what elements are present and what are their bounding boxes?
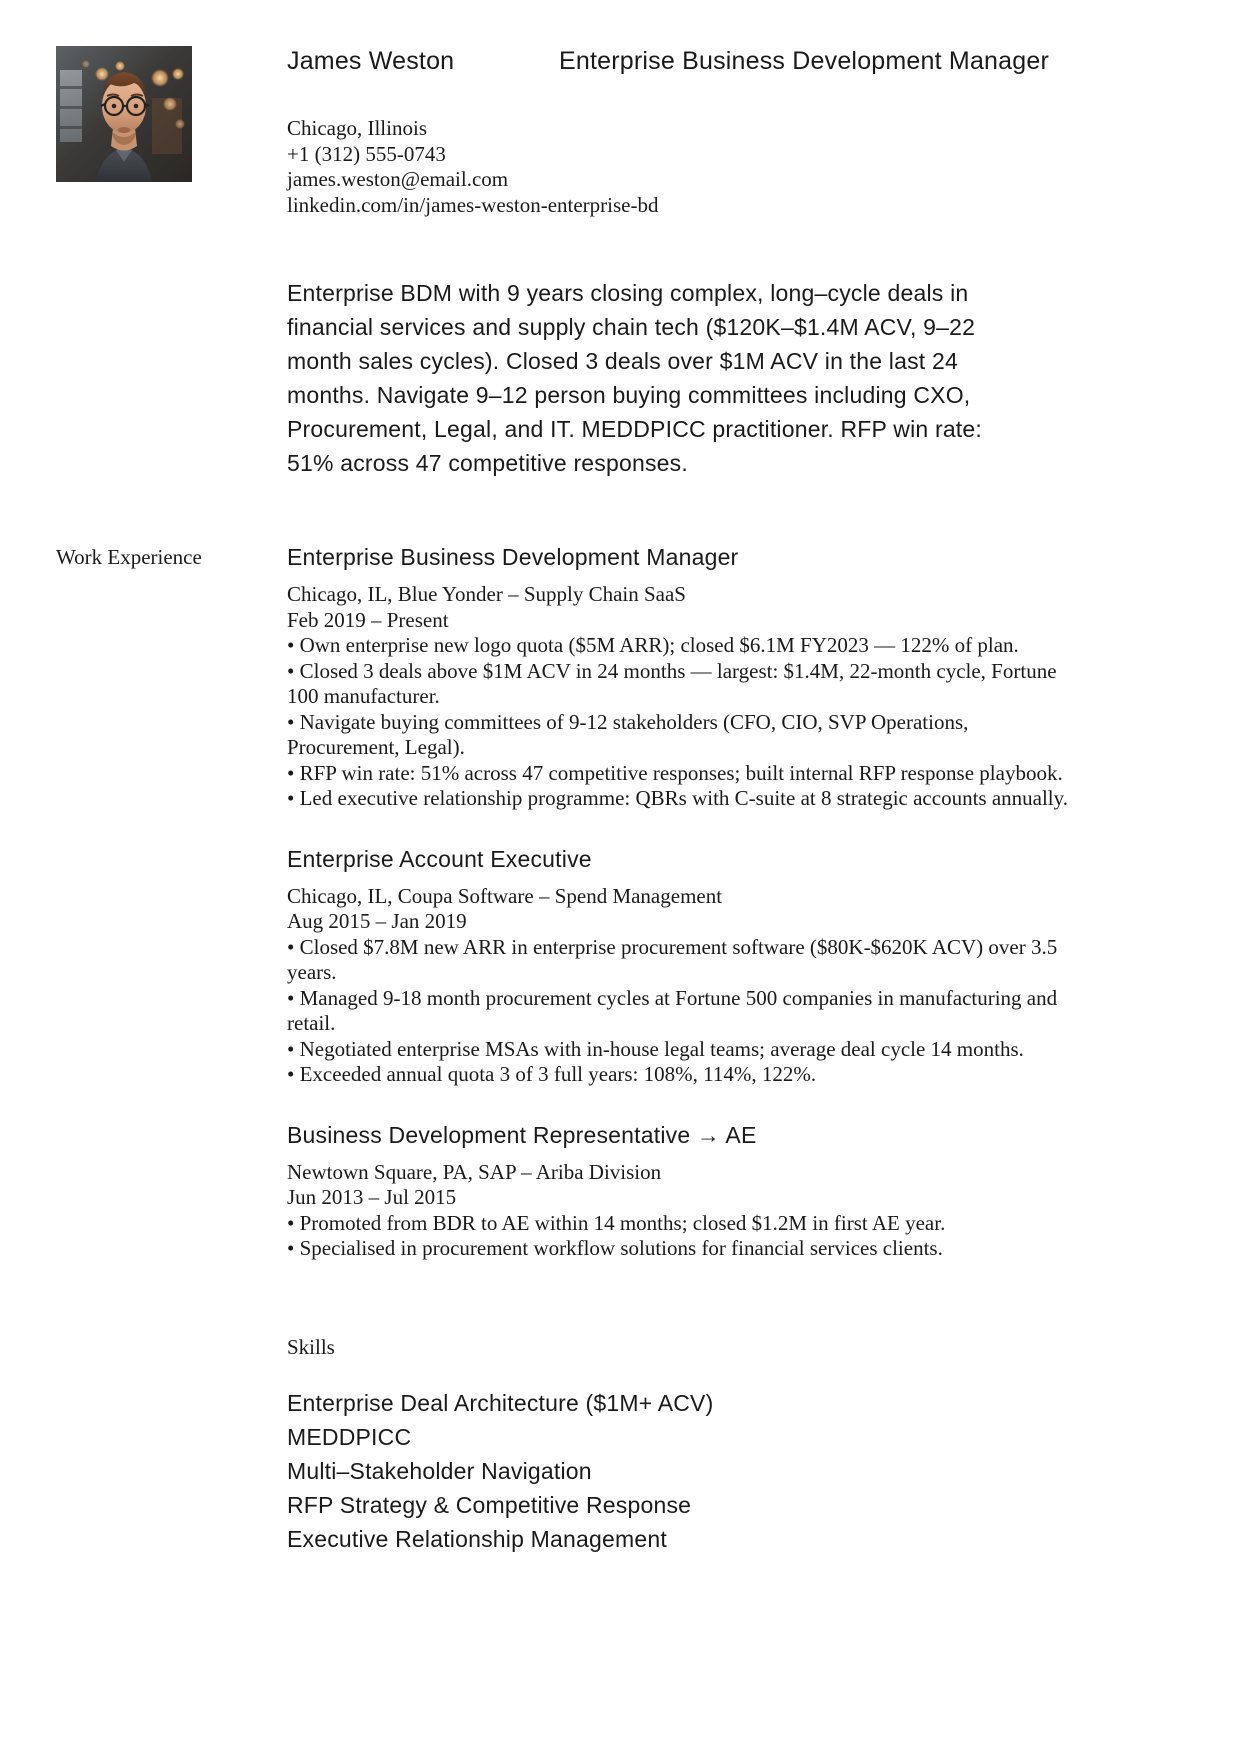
contact-block	[287, 116, 1071, 218]
work-experience-list	[287, 542, 1241, 1262]
contact-location: Chicago, Illinois	[287, 116, 427, 140]
job-bullet: • Negotiated enterprise MSAs with in-house legal teams; average deal cycle 14 months.	[287, 1036, 1024, 1061]
job-entry	[287, 844, 1071, 1088]
skill-item: Executive Relationship Management	[287, 1525, 667, 1552]
avatar	[56, 46, 192, 182]
job-headline: Enterprise Business Development Manager	[559, 47, 1049, 75]
job-entry	[287, 1120, 1071, 1262]
job-bullet: • Specialised in procurement workflow solutions for financial services clients.	[287, 1236, 943, 1260]
job-bullet: • Managed 9-18 month procurement cycles at Fortune 500 companies in manufacturing and retail.	[287, 985, 1058, 1035]
skills-content	[287, 1334, 1241, 1556]
skills-list	[287, 1386, 1071, 1556]
skills-section	[0, 1262, 1241, 1556]
job-company: Chicago, IL, Blue Yonder – Supply Chain SaaS	[287, 582, 686, 606]
job-title: Business Development Representative → AE	[287, 1121, 757, 1148]
job-bullet-list	[287, 633, 1071, 812]
professional-summary: Enterprise BDM with 9 years closing complex, long–cycle deals in financial services and supply chain tech ($120K–$1.4M ACV, 9–22 month sales cycles). Closed 3 deals over $1M ACV in the last 24 months. Navigate 9–12 person buying committees including CXO, Procurement, Legal, and IT. MEDDPICC practitioner. RFP win rate: 51% across 47 competitive responses.	[287, 280, 982, 476]
job-company: Chicago, IL, Coupa Software – Spend Management	[287, 883, 723, 908]
page-title: James Weston	[287, 47, 455, 75]
job-meta	[287, 582, 1071, 633]
contact-linkedin[interactable]: linkedin.com/in/james-weston-enterprise-bd	[287, 192, 659, 217]
header-main	[287, 46, 1241, 480]
skill-item: Enterprise Deal Architecture ($1M+ ACV)	[287, 1389, 714, 1416]
job-entry	[287, 542, 1071, 812]
job-bullet: • Closed 3 deals above $1M ACV in 24 months — largest: $1.4M, 22-month cycle, Fortune 100 manufacturer.	[287, 658, 1057, 708]
skill-item: MEDDPICC	[287, 1423, 412, 1450]
job-bullet: • RFP win rate: 51% across 47 competitive responses; built internal RFP response playbook.	[287, 760, 1063, 785]
resume-header	[0, 0, 1241, 480]
job-company: Newtown Square, PA, SAP – Ariba Division	[287, 1159, 662, 1184]
section-label-skills: Skills	[287, 1334, 335, 1359]
job-meta	[287, 1160, 1071, 1211]
job-bullet: • Promoted from BDR to AE within 14 months; closed $1.2M in first AE year.	[287, 1210, 946, 1235]
job-bullet: • Navigate buying committees of 9-12 stakeholders (CFO, CIO, SVP Operations, Procurement, Legal).	[287, 709, 969, 759]
portrait-photo-graphic	[56, 46, 192, 182]
name-headline-row	[287, 46, 1071, 76]
work-experience-section	[0, 542, 1241, 1262]
job-bullet-list	[287, 935, 1071, 1088]
contact-phone[interactable]: +1 (312) 555-0743	[287, 141, 446, 166]
job-dates: Feb 2019 – Present	[287, 607, 449, 632]
skill-item: RFP Strategy & Competitive Response	[287, 1491, 692, 1518]
job-dates: Aug 2015 – Jan 2019	[287, 909, 467, 933]
job-dates: Jun 2013 – Jul 2015	[287, 1185, 457, 1209]
contact-email[interactable]: james.weston@email.com	[287, 167, 509, 191]
section-label-work-experience: Work Experience	[56, 545, 202, 569]
job-meta	[287, 884, 1071, 935]
job-bullet: • Closed $7.8M new ARR in enterprise procurement software ($80K-$620K ACV) over 3.5 years.	[287, 934, 1058, 984]
job-bullet-list	[287, 1211, 1071, 1262]
job-title: Enterprise Business Development Manager	[287, 544, 739, 570]
job-title: Enterprise Account Executive	[287, 845, 592, 872]
skill-item: Multi–Stakeholder Navigation	[287, 1457, 592, 1484]
photo-cell	[0, 46, 287, 182]
job-bullet: • Exceeded annual quota 3 of 3 full years: 108%, 114%, 122%.	[287, 1062, 817, 1086]
job-bullet: • Own enterprise new logo quota ($5M ARR); closed $6.1M FY2023 — 122% of plan.	[287, 633, 1019, 657]
job-bullet: • Led executive relationship programme: QBRs with C-suite at 8 strategic accounts annually.	[287, 786, 1069, 810]
